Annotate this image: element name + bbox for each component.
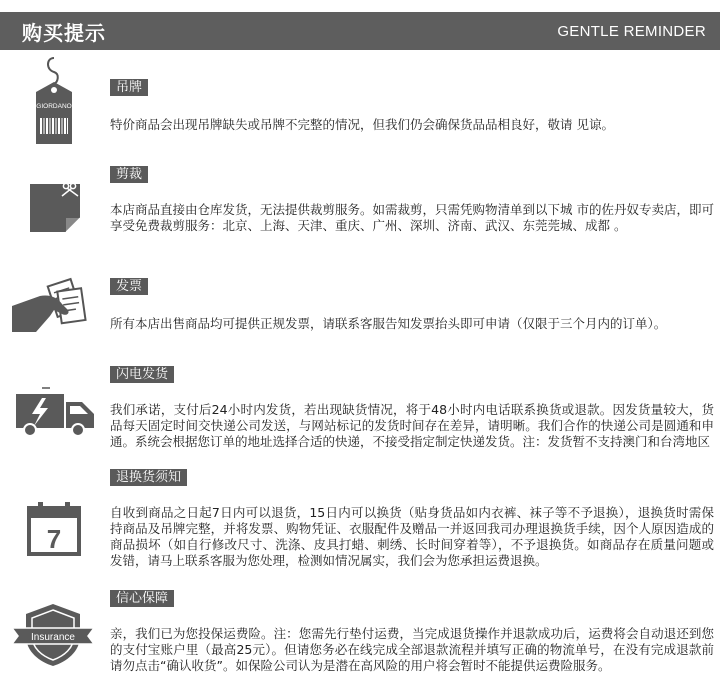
page-subtitle: GENTLE REMINDER	[557, 23, 706, 40]
hand-invoice-icon	[10, 276, 90, 336]
section-label-tag: 吊牌	[110, 79, 148, 96]
calendar-7-icon	[26, 500, 82, 558]
header-bar	[0, 12, 720, 50]
delivery-truck-icon	[14, 384, 96, 440]
insurance-shield-icon	[8, 602, 98, 668]
section-text-cut: 本店商品直接由仓库发货，无法提供裁剪服务。如需裁剪，只需凭购物清单到以下城 市的佐丹奴专卖店，即可享受免费裁剪服务：北京、上海、天津、重庆、广州、深圳、济南、武汉、东莞莞城、成都 。	[110, 202, 714, 233]
svg-text:GIORDANO: GIORDANO	[36, 103, 72, 110]
section-label-guarantee: 信心保障	[110, 590, 174, 607]
section-label-shipping: 闪电发货	[110, 366, 174, 383]
section-text-guarantee: 亲，我们已为您投保运费险。注：您需先行垫付运费，当完成退货操作并退款成功后，运费将会自动退还到您的支付宝账户里（最高25元）。但请您务必在线完成全部退款流程并填写正确的物流单号，在没有完成退款前请勿点击“确认收货”。如保险公司认为是潜在高风险的用户将会暂时不能提供运费险服务。	[110, 626, 714, 673]
section-text-tag: 特价商品会出现吊牌缺失或吊牌不完整的情况，但我们仍会确保货品品相良好，敬请 见谅。	[110, 117, 614, 132]
section-label-returns: 退换货须知	[110, 469, 187, 486]
section-text-shipping: 我们承诺，支付后24小时内发货，若出现缺货情况，将于48小时内电话联系换货或退款。因发货量较大，货品每天固定时间交快递公司发送，与网站标记的发货时间存在差异，请明晰。我们合作的快递公司是圆通和申通。系统会根据您订单的地址选择合适的快递，不接受指定制定快递发货。注：发货暂不支持澳门和台湾地区	[110, 402, 714, 449]
section-label-cut: 剪裁	[110, 166, 148, 183]
scissors-cut-icon	[26, 178, 86, 238]
section-text-invoice: 所有本店出售商品均可提供正规发票，请联系客服告知发票抬头即可申请（仅限于三个月内的订单）。	[110, 316, 667, 331]
section-text-returns: 自收到商品之日起7日内可以退货，15日内可以换货（贴身货品如内衣裤、袜子等不予退换），退换货时需保持商品及吊牌完整，并将发票、购物凭证、衣服配件及赠品一并返回我司办理退换货手续，因个人原因造成的商品损坏（如自行修改尺寸、洗涤、皮具打蜡、刺绣、长时间穿着等），不予退换货。如商品存在质量问题或发错，请马上联系客服为您处理，检测如情况属实，我们会为您承担运费退换。	[110, 505, 714, 568]
insurance-badge-text: Insurance	[31, 632, 75, 643]
page-title: 购买提示	[22, 21, 106, 45]
section-label-invoice: 发票	[110, 278, 148, 295]
price-tag-icon	[24, 56, 84, 148]
calendar-number: 7	[46, 524, 62, 554]
